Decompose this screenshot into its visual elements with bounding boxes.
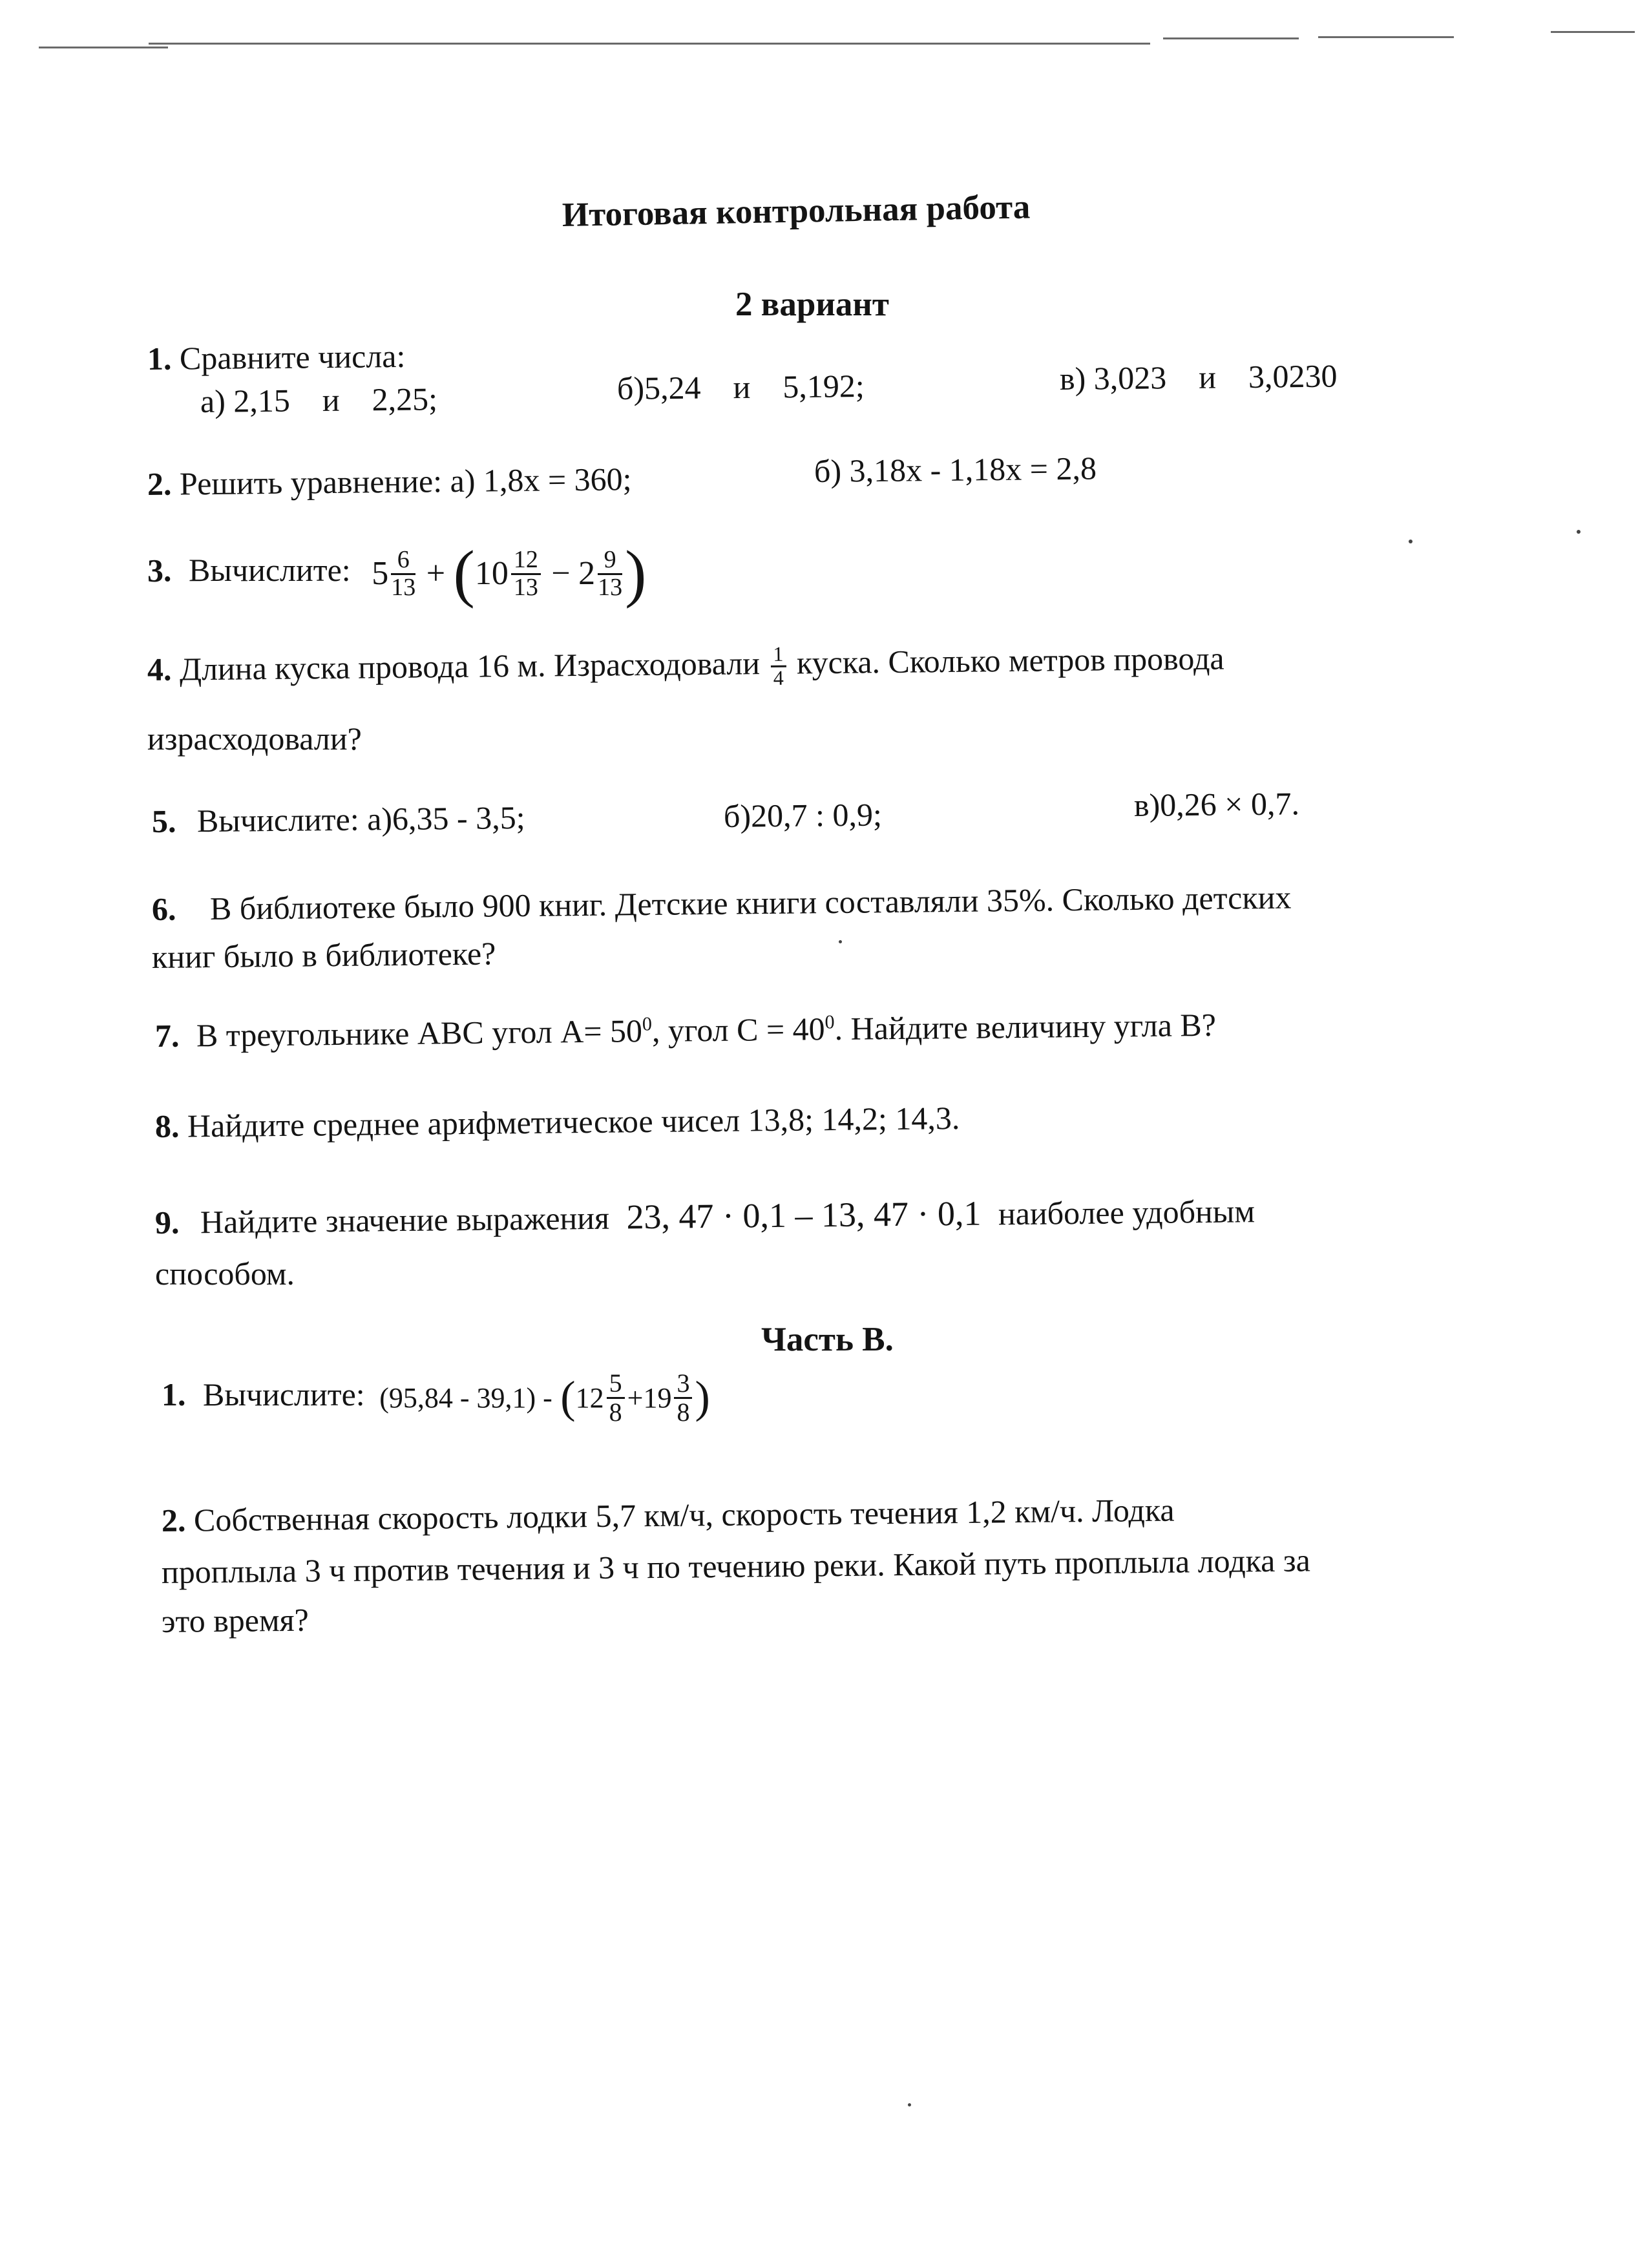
task-1-b: б)5,24 и 5,192;	[616, 367, 865, 406]
task-text: Найдите среднее арифметическое чисел 13,8; 14,2; 14,3.	[187, 1099, 960, 1144]
fraction	[674, 1370, 692, 1426]
scan-border-line	[149, 43, 1150, 45]
fraction	[391, 547, 415, 601]
task-2-b: б) 3,18х - 1,18х = 2,8	[814, 450, 1097, 489]
variant-label: 2 вариант	[735, 286, 889, 323]
task-text: Длина куска провода 16 м. Израсходовали	[179, 645, 761, 688]
scan-speck	[1577, 530, 1581, 534]
task-4	[147, 638, 1224, 696]
task-3	[147, 538, 647, 609]
part-b-title: Часть В.	[761, 1321, 894, 1358]
fraction	[607, 1370, 625, 1426]
part-b-task-1	[162, 1370, 710, 1426]
denominator: 13	[513, 573, 538, 601]
denominator: 8	[677, 1398, 690, 1427]
right-paren: )	[625, 538, 647, 609]
task-7	[155, 1005, 1217, 1056]
fraction	[511, 547, 541, 601]
task-number: 8.	[154, 1108, 180, 1144]
degree-sign: 0	[824, 1011, 835, 1033]
task-number: 7.	[154, 1017, 180, 1054]
task-text: наиболее удобным	[998, 1193, 1255, 1232]
task-5	[152, 797, 525, 842]
scan-border-line	[1551, 31, 1635, 33]
fraction	[598, 547, 622, 601]
task-4-line2: израсходовали?	[147, 720, 362, 757]
task-5-c: в)0,26 × 0,7.	[1133, 785, 1300, 823]
task-text: Решить уравнение: а) 1,8х = 360;	[179, 461, 632, 502]
scan-border-line	[1318, 36, 1454, 38]
numerator: 5	[607, 1370, 625, 1399]
task-5-b: б)20,7 : 0,9;	[723, 796, 883, 834]
denominator: 13	[598, 573, 623, 601]
task-9-line2: способом.	[155, 1255, 295, 1292]
task-text: Вычислите:	[189, 552, 351, 589]
whole-part: 12	[575, 1382, 604, 1414]
whole-part: 10	[474, 555, 509, 593]
denominator: 13	[391, 573, 416, 601]
scan-border-line	[39, 47, 168, 48]
task-text: Вычислите: а)6,35 - 3,5;	[196, 799, 525, 839]
task-text: . Найдите величину угла В?	[834, 1006, 1217, 1047]
whole-part: 19	[643, 1382, 672, 1414]
task-text: Найдите значение выражения	[200, 1199, 610, 1241]
task-1-a: а) 2,15 и 2,25;	[200, 381, 438, 419]
left-paren: (	[453, 538, 475, 609]
task-number: 4.	[147, 651, 172, 688]
scan-border-line	[1163, 37, 1299, 39]
task-text: куска. Сколько метров провода	[796, 640, 1224, 681]
task-text: Собственная скорость лодки 5,7 км/ч, скорость течения 1,2 км/ч. Лодка	[193, 1491, 1175, 1538]
scan-speck	[1409, 540, 1413, 543]
task-text: Вычислите:	[203, 1376, 365, 1412]
mixed-fraction-expression	[372, 538, 647, 609]
task-1-c: в) 3,023 и 3,0230	[1059, 357, 1338, 397]
task-2	[147, 459, 632, 504]
task-number: 1.	[147, 340, 172, 377]
denominator: 8	[609, 1398, 622, 1427]
left-paren: (	[560, 1372, 576, 1423]
task-text: , угол С = 40	[651, 1011, 825, 1049]
task-number: 5.	[151, 803, 176, 839]
numerator: 1	[770, 644, 786, 667]
task-6-line2: книг было в библиотеке?	[151, 935, 496, 975]
part-b-task-2-line2: проплыла 3 ч против течения и 3 ч по течению реки. Какой путь проплыла лодка за	[161, 1542, 1311, 1590]
task-text: В библиотеке было 900 книг. Детские книги составляли 35%. Сколько детских	[209, 879, 1292, 927]
numerator: 12	[511, 547, 541, 575]
math-expression: (95,84 - 39,1) -	[379, 1382, 552, 1414]
numerator: 3	[674, 1370, 692, 1399]
fraction	[770, 644, 786, 689]
task-number: 9.	[154, 1204, 180, 1241]
task-number: 6.	[151, 890, 176, 927]
scan-speck	[839, 940, 842, 943]
part-b-task-2-line3: это время?	[161, 1601, 310, 1639]
operator: +	[627, 1382, 644, 1414]
operator: −	[551, 555, 571, 593]
degree-sign: 0	[642, 1013, 653, 1035]
task-text: В треугольнике АВС угол А= 50	[196, 1013, 643, 1054]
right-paren: )	[695, 1372, 710, 1423]
scan-speck	[908, 2103, 911, 2106]
whole-part: 5	[372, 555, 389, 593]
task-1	[147, 336, 406, 379]
task-number: 2.	[161, 1502, 186, 1538]
task-text: Сравните числа:	[179, 337, 406, 377]
numerator: 6	[391, 547, 415, 575]
denominator: 4	[773, 666, 784, 689]
task-6	[152, 877, 1292, 930]
task-number: 1.	[162, 1376, 186, 1412]
task-8	[155, 1098, 960, 1147]
operator: +	[426, 555, 446, 593]
task-9	[155, 1189, 1255, 1244]
task-number: 3.	[147, 552, 172, 589]
numerator: 9	[598, 547, 622, 575]
whole-part: 2	[578, 555, 596, 593]
part-b-task-2	[162, 1490, 1175, 1541]
math-expression: 23, 47 · 0,1 – 13, 47 · 0,1	[626, 1193, 982, 1237]
task-number: 2.	[147, 465, 172, 502]
page-title: Итоговая контрольная работа	[562, 188, 1031, 234]
